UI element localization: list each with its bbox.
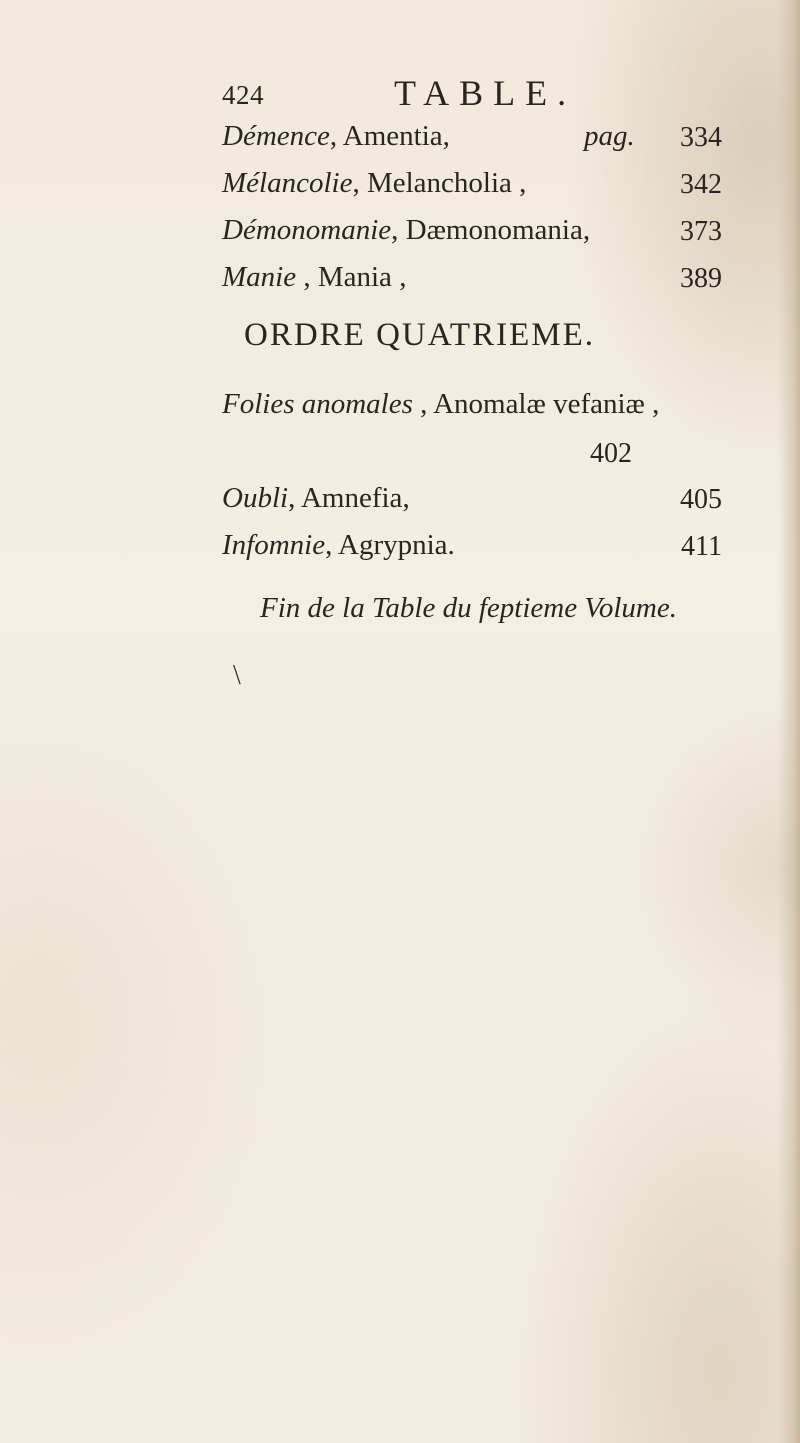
- entry-latin: Amentia: [342, 120, 443, 152]
- entry-french: Manie: [222, 261, 297, 293]
- index-entry: Mélancolie, Melancholia , 342: [222, 167, 722, 200]
- pag-label: pag.: [584, 120, 635, 152]
- entry-page: 402: [590, 438, 632, 469]
- entry-latin: Anomalæ vefaniæ: [433, 388, 645, 420]
- entry-page: 334: [680, 122, 722, 153]
- entry-french: Folies anomales: [222, 388, 413, 420]
- running-title: TABLE.: [394, 73, 577, 113]
- entry-page: 411: [681, 531, 722, 562]
- entry-latin: Melancholia: [366, 167, 512, 199]
- index-entry: Oubli, Amnefia, 405: [222, 482, 722, 515]
- entry-french: Mélancolie: [222, 167, 353, 199]
- index-entry: Démence, Amentia, pag. 334: [222, 120, 722, 153]
- order-heading: ORDRE QUATRIEME.: [244, 317, 595, 353]
- page-number: 424: [222, 80, 264, 110]
- index-entry: Manie , Mania , 389: [222, 261, 722, 294]
- page-header: [222, 72, 642, 112]
- page-edge-shadow: [778, 0, 800, 1443]
- stray-ink-mark: \: [233, 660, 241, 691]
- entry-latin: Mania: [317, 261, 392, 293]
- entry-page: 373: [680, 216, 722, 247]
- index-entry: Folies anomales , Anomalæ vefaniæ ,: [222, 388, 660, 420]
- end-of-table-note: Fin de la Table du feptieme Volume.: [260, 592, 677, 624]
- entry-page: 405: [680, 484, 722, 515]
- entry-latin: Dæmonomania: [405, 214, 583, 246]
- entry-page: 389: [680, 263, 722, 294]
- entry-latin: Agrypnia.: [338, 529, 455, 561]
- entry-french: Démonomanie: [222, 214, 392, 246]
- entry-latin: Amnefia: [300, 482, 403, 514]
- entry-french: Infomnie: [222, 529, 326, 561]
- entry-french: Oubli: [222, 482, 289, 514]
- entry-french: Démence: [222, 120, 330, 152]
- index-entry: Infomnie, Agrypnia. 411: [222, 529, 722, 562]
- entry-page: 342: [680, 169, 722, 200]
- index-entry: Démonomanie, Dæmonomania, 373: [222, 214, 722, 247]
